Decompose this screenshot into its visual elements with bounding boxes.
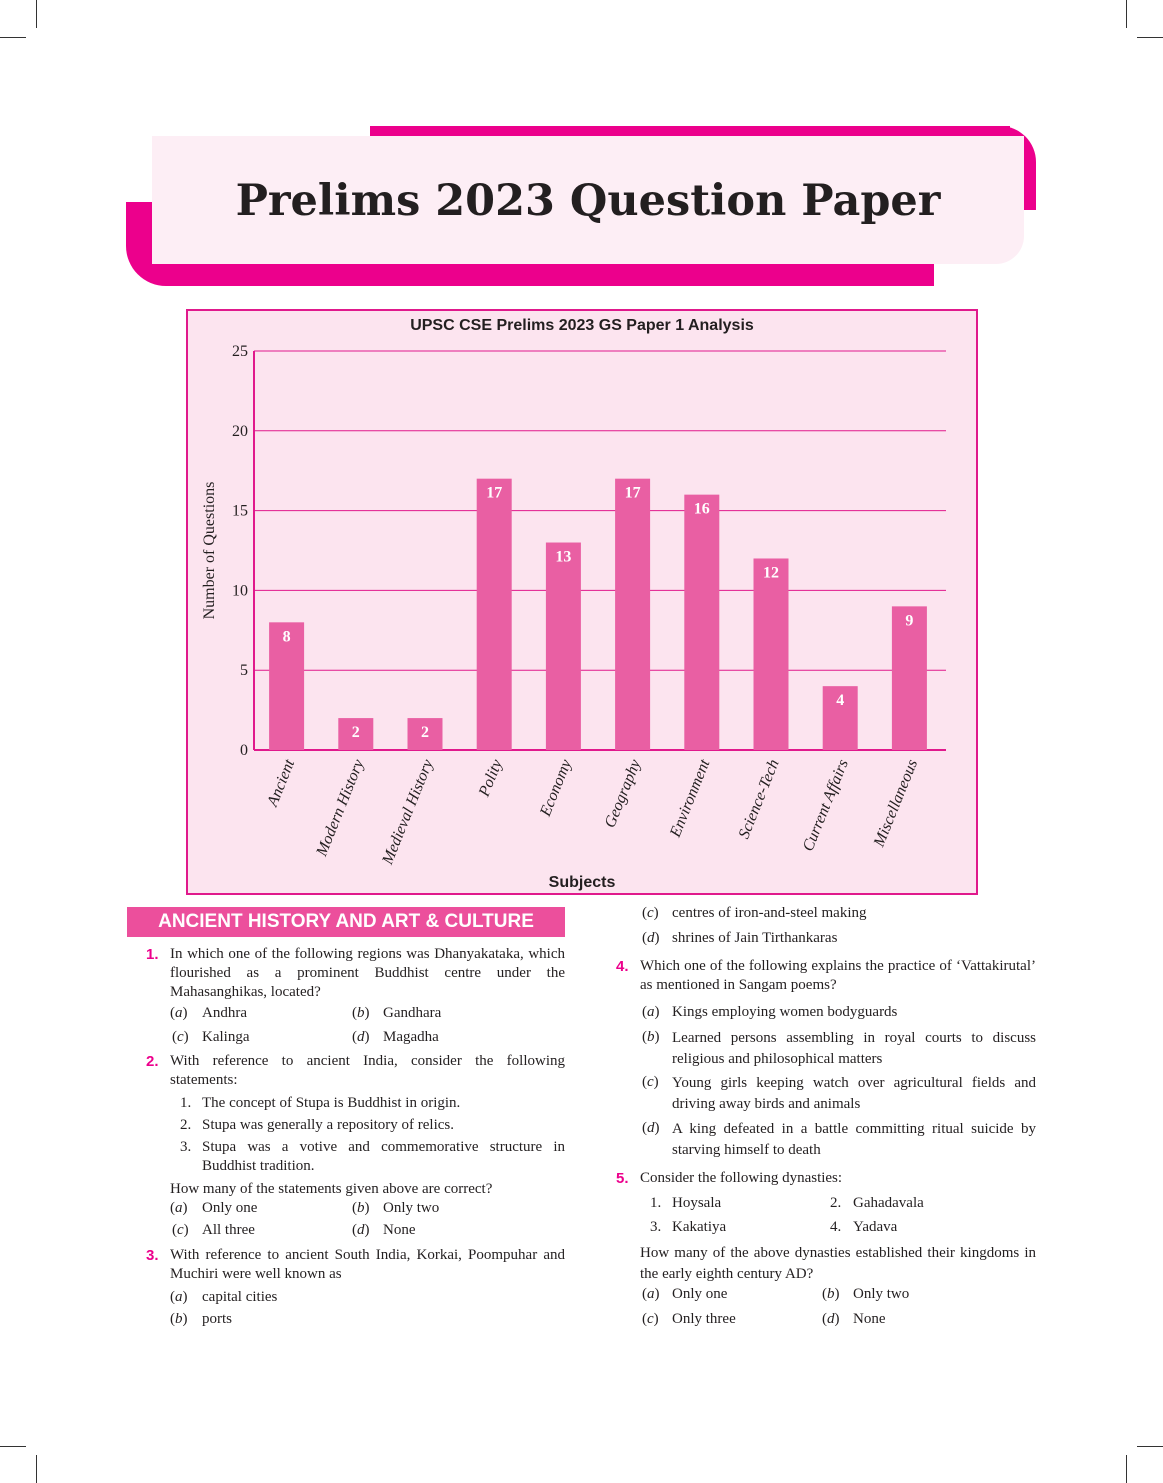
option-key: (b) [642,1029,660,1045]
option-text: ports [202,1311,232,1327]
question-number: 1. [146,946,159,963]
statement-number: 2. [180,1117,192,1133]
crop-mark [0,37,26,38]
x-tick-label: Geography [601,757,645,831]
crop-mark [1126,1455,1127,1483]
x-axis-label: Subjects [548,874,616,891]
statement-text: Yadava [853,1219,898,1235]
x-tick-label: Medieval History [379,757,437,867]
x-tick-label: Ancient [264,757,299,809]
bar-value-label: 8 [282,628,291,646]
option-text: Only one [202,1200,258,1216]
statement-number: 1. [650,1195,662,1211]
option-text: Only two [383,1200,440,1216]
statement-number: 3. [180,1139,192,1155]
question-ask: How many of the above dynasties established their kingdoms in the early eighth century AD? [640,1245,1036,1282]
option-key: (a) [642,1004,660,1020]
option-key: (d) [642,1120,660,1136]
question-text: With reference to ancient India, consider the following statements: [170,1053,565,1088]
y-tick-label: 0 [240,742,248,759]
question-text: Consider the following dynasties: [640,1170,843,1186]
chart-title: UPSC CSE Prelims 2023 GS Paper 1 Analysis [410,317,754,334]
bar [754,558,789,750]
option-text: None [383,1222,416,1238]
statement-text: Stupa was a votive and commemorative structure in Buddhist tradition. [202,1139,565,1174]
option-key: (c) [172,1029,189,1045]
x-tick-label: Science-Tech [735,757,783,842]
option-text: All three [202,1222,255,1238]
option-key: (b) [352,1200,370,1216]
option-text: Learned persons assembling in royal courts to discuss religious and philosophical matters [672,1030,1036,1067]
option-text: Gandhara [383,1005,442,1021]
option-key: (b) [352,1005,370,1021]
statement-text: Hoysala [672,1195,722,1211]
statement-number: 2. [830,1195,842,1211]
question-number: 2. [146,1053,159,1070]
bar-value-label: 13 [555,548,572,566]
statement-number: 3. [650,1219,662,1235]
bar-value-label: 2 [351,724,360,742]
x-tick-label: Economy [537,757,576,819]
statement-number: 4. [830,1219,842,1235]
option-key: (b) [170,1311,188,1327]
option-key: (c) [172,1222,189,1238]
option-text: Kings employing women bodyguards [672,1004,898,1020]
y-tick-label: 5 [240,662,248,680]
crop-mark [1126,0,1127,28]
x-tick-label: Current Affairs [799,757,852,854]
statement-text: Stupa was generally a repository of relics. [202,1117,455,1133]
option-key: (c) [642,905,659,921]
question-ask: How many of the statements given above are correct? [170,1181,493,1197]
bar-value-label: 12 [763,564,779,582]
crop-mark [1137,37,1163,38]
option-key: (a) [170,1289,188,1305]
option-key: (c) [642,1074,659,1090]
option-text: A king defeated in a battle committing ritual suicide by starving himself to death [672,1121,1036,1158]
question-number: 4. [616,958,629,975]
bar-value-label: 17 [486,484,503,502]
statement-number: 1. [180,1095,192,1111]
x-tick-label: Polity [475,757,506,799]
option-key: (d) [352,1222,370,1238]
option-text: Andhra [202,1005,247,1021]
option-text: Young girls keeping watch over agricultural fields and driving away birds and animals [672,1075,1036,1112]
bar-value-label: 2 [421,724,429,742]
option-key: (a) [170,1200,188,1216]
option-text: None [853,1311,886,1327]
bar-value-label: 17 [624,484,641,502]
statement-text: Gahadavala [853,1195,924,1211]
option-text: Only two [853,1286,910,1302]
option-text: Only one [672,1286,728,1302]
option-text: Kalinga [202,1029,250,1045]
option-text: Magadha [383,1029,439,1045]
crop-mark [1137,1446,1163,1447]
option-text: capital cities [202,1289,278,1305]
bar-value-label: 9 [905,612,914,630]
crop-mark [0,1446,26,1447]
question-number: 3. [146,1247,159,1264]
option-key: (a) [170,1005,188,1021]
option-key: (d) [352,1029,370,1045]
statement-text: Kakatiya [672,1219,727,1235]
question-number: 5. [616,1170,629,1187]
question-text: With reference to ancient South India, Korkai, Poompuhar and Muchiri were well known as [170,1247,565,1282]
y-axis-label: Number of Questions [201,481,218,620]
question-text: In which one of the following regions was Dhanyakataka, which flourished as a prominent Buddhist centre under the Mahasanghikas, located? [170,946,565,1000]
option-key: (b) [822,1286,840,1302]
y-tick-label: 10 [232,582,248,600]
option-key: (d) [642,930,660,946]
bar-chart [186,309,978,895]
option-text: shrines of Jain Tirthankaras [672,930,838,946]
option-text: centres of iron-and-steel making [672,905,867,921]
question-text: Which one of the following explains the practice of ‘Vattakirutal’ as mentioned in Sangam poems? [640,958,1036,993]
x-tick-label: Environment [667,757,714,840]
option-key: (d) [822,1311,840,1327]
x-tick-label: Miscellaneous [870,757,922,850]
bar-value-label: 4 [836,692,845,710]
bar [477,479,512,750]
bar [546,543,581,750]
statement-text: The concept of Stupa is Buddhist in origin. [202,1095,461,1111]
bar-value-label: 16 [693,500,710,518]
x-tick-label: Modern History [313,757,368,859]
section-heading: ANCIENT HISTORY AND ART & CULTURE [127,907,565,937]
y-tick-label: 25 [232,343,248,360]
crop-mark [36,1455,37,1483]
y-tick-label: 15 [232,502,248,520]
chart-canvas [188,311,976,893]
bar [615,479,650,750]
option-text: Only three [672,1311,736,1327]
bar [684,495,719,750]
option-key: (a) [642,1286,660,1302]
option-key: (c) [642,1311,659,1327]
page-title: Prelims 2023 Question Paper [235,176,941,226]
y-tick-label: 20 [232,422,248,440]
crop-mark [36,0,37,28]
